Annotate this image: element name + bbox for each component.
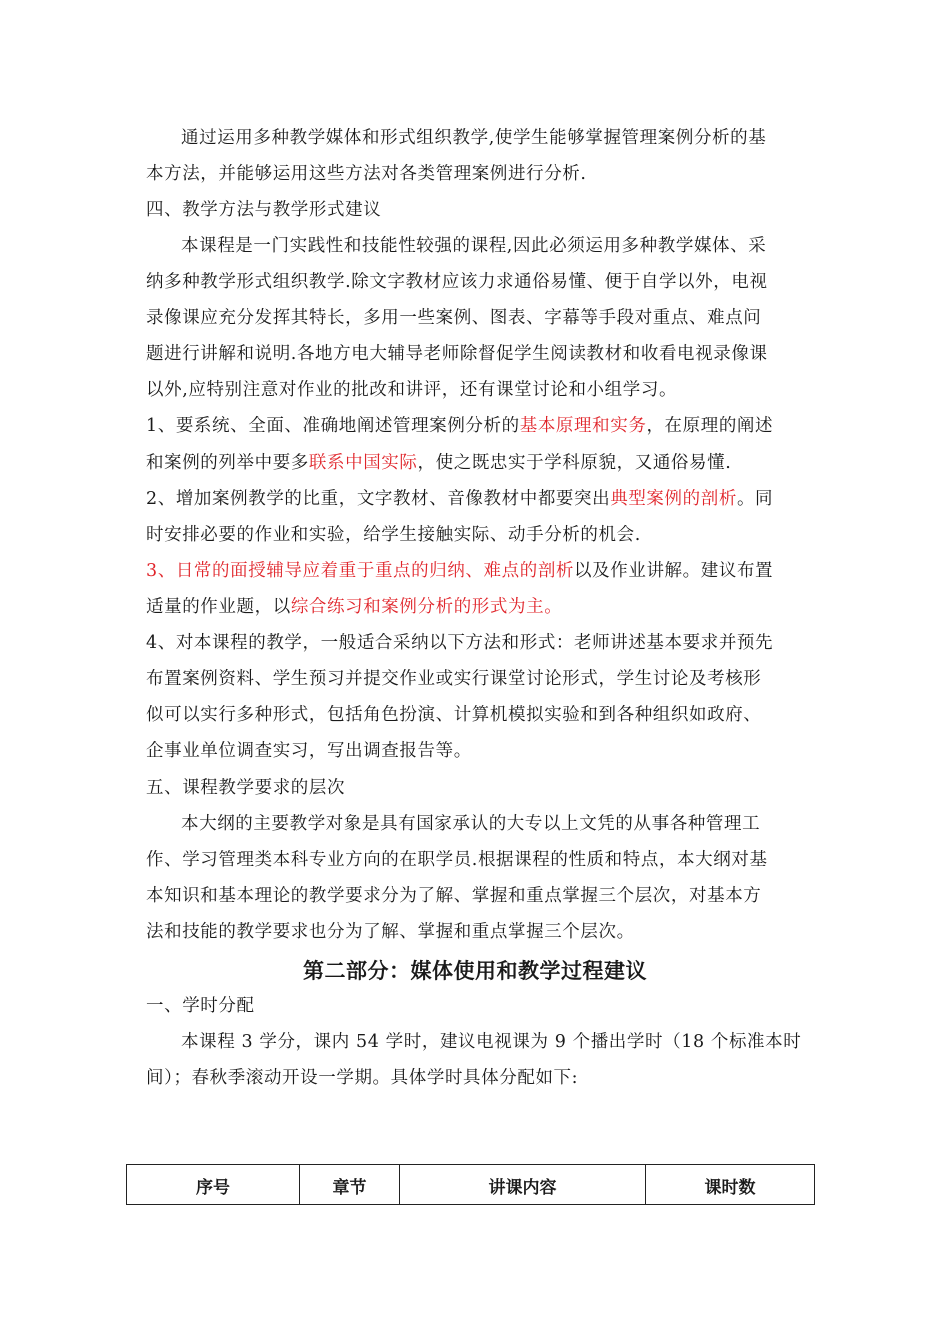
list-item-4-line: 布置案例资料、学生预习并提交作业或实行课堂讨论形式，学生讨论及考核形 xyxy=(146,669,762,689)
table-header-row xyxy=(127,1165,815,1205)
paragraph-line: 本大纲的主要教学对象是具有国家承认的大专以上文凭的从事各种管理工 xyxy=(181,814,761,834)
paragraph-line: 本课程是一门实践性和技能性较强的课程,因此必须运用多种教学媒体、采 xyxy=(181,236,767,256)
paragraph-line: 纳多种教学形式组织教学.除文字教材应该力求通俗易懂、便于自学以外，电视 xyxy=(146,272,768,292)
highlight-text: 3、日常的面授辅导应着重于 xyxy=(146,561,375,581)
list-item-1-line: 1、要系统、全面、准确地阐述管理案例分析的基本原理和实务，在原理的阐述 xyxy=(146,416,774,436)
list-item-4-line: 似可以实行多种形式，包括角色扮演、计算机模拟实验和到各种组织如政府、 xyxy=(146,705,762,725)
highlight-text: 联系中国实际 xyxy=(308,453,418,473)
list-item-1-line: 和案例的列举中要多联系中国实际，使之既忠实于学科原貌，又通俗易懂. xyxy=(146,453,732,473)
header-cell-hours: 课时数 xyxy=(646,1165,815,1205)
paragraph-line: 本知识和基本理论的教学要求分为了解、掌握和重点掌握三个层次，对基本方 xyxy=(146,886,762,906)
list-item-4-line: 4、对本课程的教学，一般适合采纳以下方法和形式：老师讲述基本要求并预先 xyxy=(146,633,774,653)
list-item-2-line: 2、增加案例教学的比重，文字教材、音像教材中都要突出典型案例的剖析。同 xyxy=(146,489,774,509)
paragraph-line: 以外,应特别注意对作业的批改和讲评，还有课堂讨论和小组学习。 xyxy=(146,380,678,400)
part-title: 第二部分：媒体使用和教学过程建议 xyxy=(303,959,647,983)
highlight-text: 重点的归纳、难点的剖析 xyxy=(374,561,575,581)
header-cell-content: 讲课内容 xyxy=(400,1165,646,1205)
paragraph-line: 本课程 3 学分，课内 54 学时，建议电视课为 9 个播出学时（18 个标准本时 xyxy=(181,1032,802,1052)
paragraph-line: 法和技能的教学要求也分为了解、掌握和重点掌握三个层次。 xyxy=(146,922,635,942)
paragraph-line: 录像课应充分发挥其特长，多用一些案例、图表、字幕等手段对重点、难点问 xyxy=(146,308,762,328)
paragraph-line: 本方法，并能够运用这些方法对各类管理案例进行分析. xyxy=(146,164,587,184)
list-item-3-line: 适量的作业题，以综合练习和案例分析的形式为主。 xyxy=(146,597,563,617)
paragraph-line: 作、学习管理类本科专业方向的在职学员.根据课程的性质和特点，本大纲对基 xyxy=(146,850,768,870)
section-heading: 五、课程教学要求的层次 xyxy=(146,778,346,798)
section-heading: 一、学时分配 xyxy=(146,996,255,1016)
paragraph-line: 间）；春秋季滚动开设一学期。具体学时具体分配如下: xyxy=(146,1068,579,1088)
highlight-text: 典型案例的剖析 xyxy=(610,489,737,509)
highlight-text: 综合练习和案例分析的形式为主。 xyxy=(290,597,563,617)
paragraph-line: 题进行讲解和说明.各地方电大辅导老师除督促学生阅读教材和收看电视录像课 xyxy=(146,344,768,364)
paragraph-line: 通过运用多种教学媒体和形式组织教学,使学生能够掌握管理案例分析的基 xyxy=(181,128,767,148)
highlight-text: 基本原理和实务 xyxy=(519,416,647,436)
list-item-2-line: 时安排必要的作业和实验，给学生接触实际、动手分析的机会. xyxy=(146,525,641,545)
header-cell-chapter: 章节 xyxy=(300,1165,400,1205)
section-heading: 四、教学方法与教学形式建议 xyxy=(146,200,382,220)
list-item-3-line: 3、日常的面授辅导应着重于重点的归纳、难点的剖析以及作业讲解。建议布置 xyxy=(146,561,774,581)
list-item-4-line: 企事业单位调查实习，写出调查报告等。 xyxy=(146,741,472,761)
header-cell-index: 序号 xyxy=(127,1165,300,1205)
hours-table xyxy=(126,1164,815,1205)
